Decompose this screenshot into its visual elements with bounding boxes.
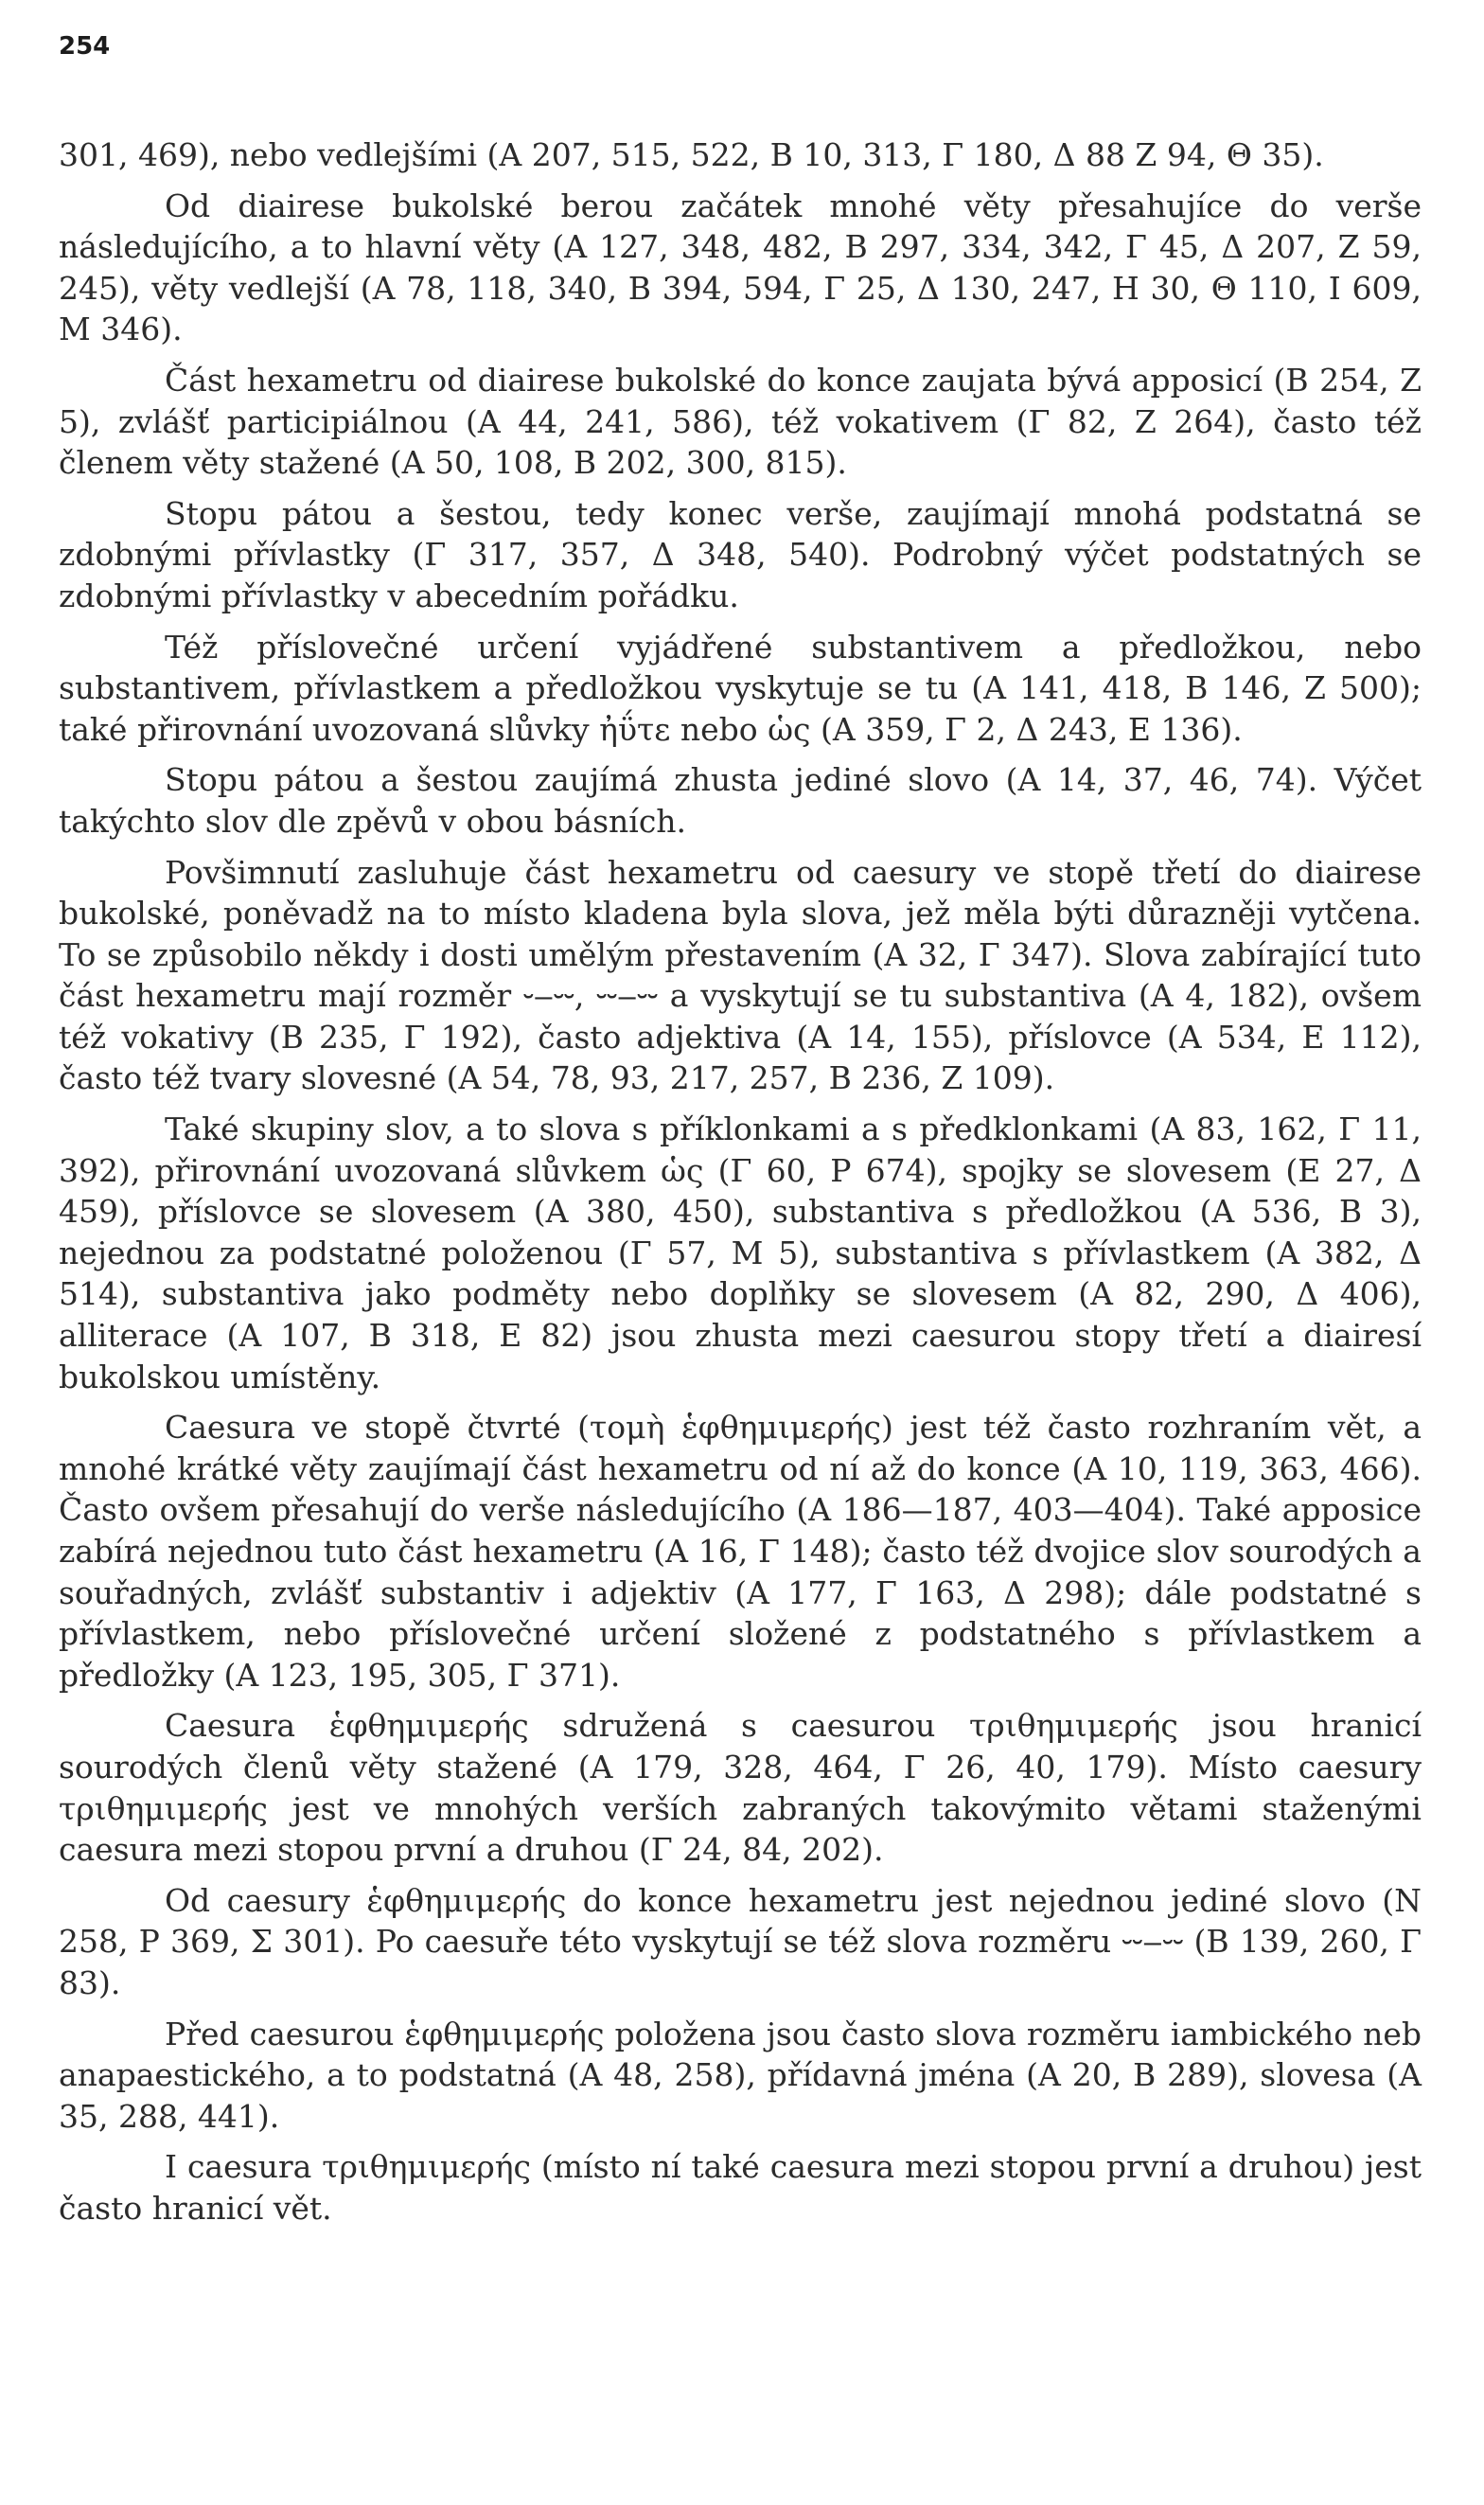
paragraph: Caesura ve stopě čtvrté (τομὴ ἑφθημιμερής) jest též často rozhraním vět, a mnohé krátké věty zaujímají část hexametru od ní až do konce (A 10, 119, 363, 466). Často ovšem přesahují do verše následujícího (A 186—187, 403—404). Také apposice zabírá nejednou tuto část hexametru (A 16, Γ 148); často též dvojice slov sourodých a souřadných, zvlášť substantiv i adjektiv (A 177, Γ 163, Δ 298); dále podstatné s přívlastkem, nebo příslovečné určení složené z podstatného s přívlastkem a předložky (A 123, 195, 305, Γ 371). xyxy=(59,1409,1422,1694)
paragraph: Od caesury ἑφθημιμερής do konce hexametru jest nejednou jediné slovo (N 258, P 369, Σ 301). Po caesuře této vyskytují se též slova rozměru ⏑⏑‒⏑⏑ (B 139, 260, Γ 83). xyxy=(59,1881,1422,2001)
page-number: 254 xyxy=(59,32,111,61)
paragraph: Caesura ἑφθημιμερής sdružená s caesurou τριθημιμερής jsou hranicí sourodých členů věty stažené (A 179, 328, 464, Γ 26, 40, 179). Místo caesury τριθημιμερής jest ve mnohých verších zabraných takovýmito větami staženými caesura mezi stopou první a druhou (Γ 24, 84, 202). xyxy=(59,1707,1422,1869)
paragraph: Povšimnutí zasluhuje část hexametru od caesury ve stopě třetí do diairese bukolské, poněvadž na to místo kladena byla slova, jež měla býti důrazněji vytčena. To se způsobilo někdy i dosti umělým přestavením (A 32, Γ 347). Slova zabírající tuto část hexametru mají rozměr ⏑‒⏑⏑, ⏑⏑‒⏑⏑ a vyskytují se tu substantiva (A 4, 182), ovšem též vokativy (B 235, Γ 192), často adjektiva (A 14, 155), příslovce (A 534, E 112), často též tvary slovesné (A 54, 78, 93, 217, 257, B 236, Z 109). xyxy=(59,853,1422,1097)
paragraph: I caesura τριθημιμερής (místo ní také caesura mezi stopou první a druhou) jest často hranicí vět. xyxy=(59,2148,1422,2227)
body-text xyxy=(59,134,1422,2239)
paragraph: Před caesurou ἑφθημιμερής položena jsou často slova rozměru iambického neb anapaestického, a to podstatná (A 48, 258), přídavná jména (A 20, B 289), slovesa (A 35, 288, 441). xyxy=(59,2015,1422,2135)
paragraph: 301, 469), nebo vedlejšími (A 207, 515, 522, B 10, 313, Γ 180, Δ 88 Z 94, Θ 35). xyxy=(59,136,1324,173)
paragraph: Část hexametru od diairese bukolské do konce zaujata bývá apposicí (B 254, Z 5), zvlášť participiálnou (A 44, 241, 586), též vokativem (Γ 82, Z 264), často též členem věty stažené (A 50, 108, B 202, 300, 815). xyxy=(59,361,1422,482)
paragraph: Od diairese bukolské berou začátek mnohé věty přesahujíce do verše následujícího, a to hlavní věty (A 127, 348, 482, B 297, 334, 342, Γ 45, Δ 207, Z 59, 245), věty vedlejší (A 78, 118, 340, B 394, 594, Γ 25, Δ 130, 247, H 30, Θ 110, I 609, M 346). xyxy=(59,187,1422,348)
paragraph: Stopu pátou a šestou, tedy konec verše, zaujímají mnohá podstatná se zdobnými přívlastky (Γ 317, 357, Δ 348, 540). Podrobný výčet podstatných se zdobnými přívlastky v abecedním pořádku. xyxy=(59,494,1422,614)
paragraph: Také skupiny slov, a to slova s příklonkami a s předklonkami (A 83, 162, Γ 11, 392), přirovnání uvozovaná slůvkem ὡς (Γ 60, P 674), spojky se slovesem (E 27, Δ 459), příslovce se slovesem (A 380, 450), substantiva s předložkou (A 536, B 3), nejednou za podstatné položenou (Γ 57, M 5), substantiva s přívlastkem (A 382, Δ 514), substantiva jako podměty nebo doplňky se slovesem (A 82, 290, Δ 406), alliterace (A 107, B 318, E 82) jsou zhusta mezi caesurou stopy třetí a diairesí bukolskou umístěny. xyxy=(59,1110,1422,1395)
paragraph: Též příslovečné určení vyjádřené substantivem a předložkou, nebo substantivem, přívlastkem a předložkou vyskytuje se tu (A 141, 418, B 146, Z 500); také přirovnání uvozovaná slůvky ἠΰτε nebo ὡς (A 359, Γ 2, Δ 243, E 136). xyxy=(59,628,1422,748)
paragraph: Stopu pátou a šestou zaujímá zhusta jediné slovo (A 14, 37, 46, 74). Výčet takýchto slov dle zpěvů v obou básních. xyxy=(59,761,1422,840)
